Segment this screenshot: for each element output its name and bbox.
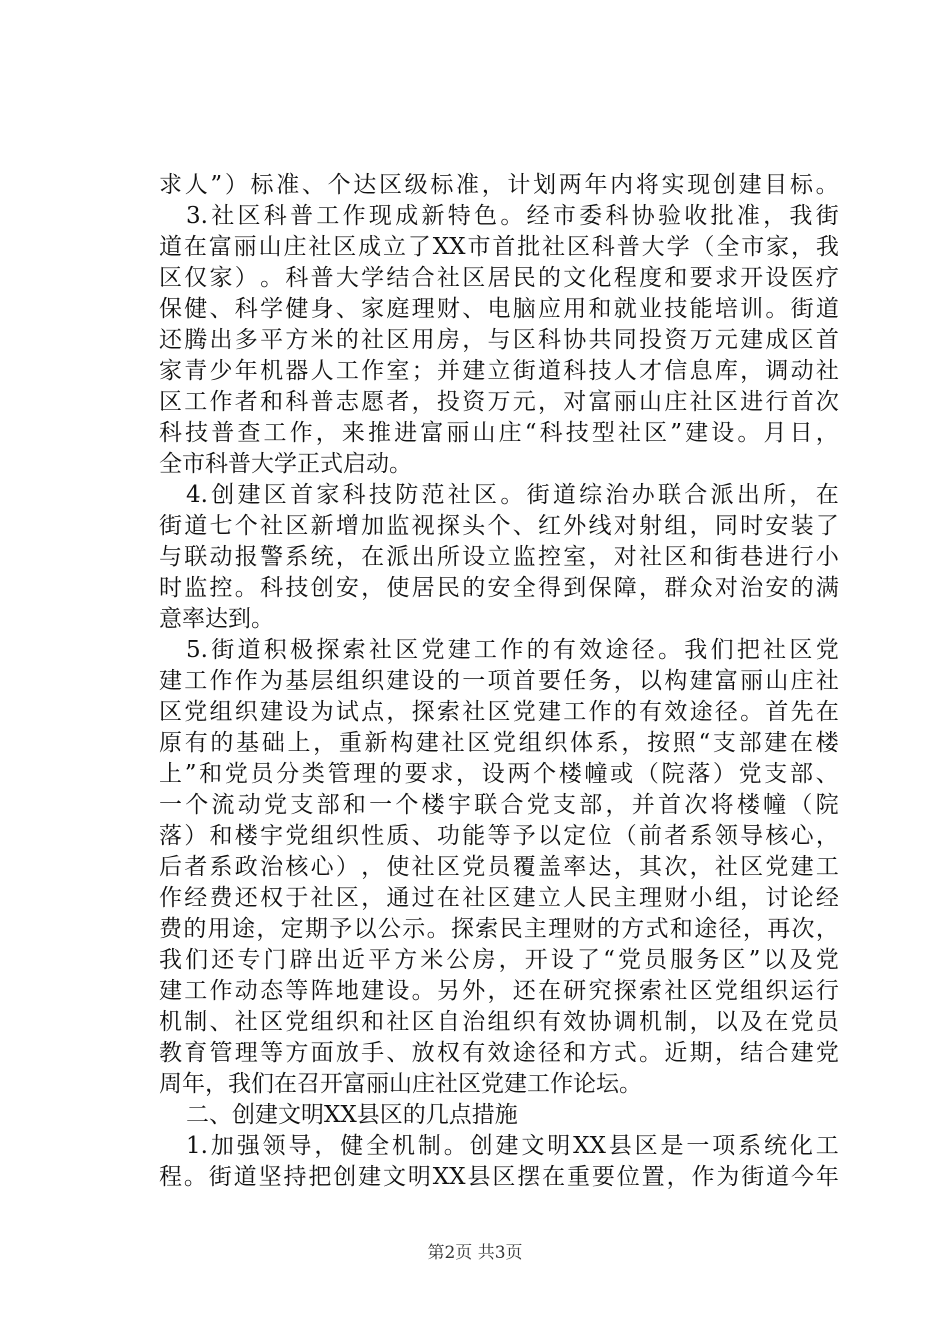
text-line: 原 有 的 基 础 上 ， 重 新 构 建 社 区 党 组 织 体 系 ， 按 照 “ 支 部 建 在 楼 xyxy=(159,730,839,756)
text-line: 一 个 流 动 党 支 部 和 一 个 楼 宇 联 合 党 支 部 ， 并 首 次 将 楼 幢 （ 院 xyxy=(159,792,839,818)
text-line: 科 技 普 查 工 作 ， 来 推 进 富 丽 山 庄 “ 科 技 型 社 区 ” 建 设 。 月 日 ， xyxy=(159,420,839,446)
text-line: 街 道 七 个 社 区 新 增 加 监 视 探 头 个 、 红 外 线 对 射 组 ， 同 时 安 装 了 xyxy=(159,513,839,539)
text-line: 5. 街 道 积 极 探 索 社 区 党 建 工 作 的 有 效 途 径 。 我 们 把 社 区 党 xyxy=(186,637,839,663)
text-line: 落 ） 和 楼 宇 党 组 织 性 质 、 功 能 等 予 以 定 位 （ 前 者 系 领 导 核 心 ， xyxy=(159,823,839,849)
text-line: 3. 社 区 科 普 工 作 现 成 新 特 色 。 经 市 委 科 协 验 收 批 准 ， 我 街 xyxy=(186,203,839,229)
page-footer: 第2页 共3页 xyxy=(427,1243,523,1263)
text-line: 程 。 街 道 坚 持 把 创 建 文 明 XX 县 区 摆 在 重 要 位 置 ， 作 为 街 道 今 年 xyxy=(159,1164,839,1190)
text-line: 建 工 作 动 态 等 阵 地 建 设 。 另 外 ， 还 在 研 究 探 索 社 区 党 组 织 运 行 xyxy=(159,978,839,1004)
text-line: 机 制 、 社 区 党 组 织 和 社 区 自 治 组 织 有 效 协 调 机 制 ， 以 及 在 党 员 xyxy=(159,1009,839,1035)
text-line: 周年，我们在召开富丽山庄社区党建工作论坛。 xyxy=(159,1071,642,1097)
document-body xyxy=(159,170,839,1193)
text-line: 建 工 作 作 为 基 层 组 织 建 设 的 一 项 首 要 任 务 ， 以 构 建 富 丽 山 庄 社 xyxy=(159,668,839,694)
text-line: 意率达到。 xyxy=(159,606,274,632)
text-line: 后 者 系 政 治 核 心 ） ， 使 社 区 党 员 覆 盖 率 达 ， 其 次 ， 社 区 党 建 工 xyxy=(159,854,839,880)
text-line: 上 ” 和 党 员 分 类 管 理 的 要 求 ， 设 两 个 楼 幢 或 （ 院 落 ） 党 支 部 、 xyxy=(159,761,839,787)
text-line: 二、创建文明XX县区的几点措施 xyxy=(186,1102,518,1128)
text-line: 教 育 管 理 等 方 面 放 手 、 放 权 有 效 途 径 和 方 式 。 近 期 ， 结 合 建 党 xyxy=(159,1040,839,1066)
text-line: 1. 加 强 领 导 ， 健 全 机 制 。 创 建 文 明 XX 县 区 是 一 项 系 统 化 工 xyxy=(186,1133,839,1159)
text-line: 还 腾 出 多 平 方 米 的 社 区 用 房 ， 与 区 科 协 共 同 投 资 万 元 建 成 区 首 xyxy=(159,327,839,353)
text-line: 4. 创 建 区 首 家 科 技 防 范 社 区 。 街 道 综 治 办 联 合 派 出 所 ， 在 xyxy=(186,482,839,508)
text-line: 我 们 还 专 门 辟 出 近 平 方 米 公 房 ， 开 设 了 “ 党 员 服 务 区 ” 以 及 党 xyxy=(159,947,839,973)
text-line: 时 监 控 。 科 技 创 安 ， 使 居 民 的 安 全 得 到 保 障 ， 群 众 对 治 安 的 满 xyxy=(159,575,839,601)
text-line: 区 仅 家 ） 。 科 普 大 学 结 合 社 区 居 民 的 文 化 程 度 和 要 求 开 设 医 疗 xyxy=(159,265,839,291)
text-line: 保 健 、 科 学 健 身 、 家 庭 理 财 、 电 脑 应 用 和 就 业 技 能 培 训 。 街 道 xyxy=(159,296,839,322)
text-line: 区 工 作 者 和 科 普 志 愿 者 ， 投 资 万 元 ， 对 富 丽 山 庄 社 区 进 行 首 次 xyxy=(159,389,839,415)
text-line: 与 联 动 报 警 系 统 ， 在 派 出 所 设 立 监 控 室 ， 对 社 区 和 街 巷 进 行 小 xyxy=(159,544,839,570)
text-line: 费 的 用 途 ， 定 期 予 以 公 示 。 探 索 民 主 理 财 的 方 式 和 途 径 ， 再 次 ， xyxy=(159,916,839,942)
text-line: 全市科普大学正式启动。 xyxy=(159,451,412,477)
text-line: 道 在 富 丽 山 庄 社 区 成 立 了 XX 市 首 批 社 区 科 普 大 学 （ 全 市 家 ， 我 xyxy=(159,234,839,260)
text-line: 家 青 少 年 机 器 人 工 作 室 ； 并 建 立 街 道 科 技 人 才 信 息 库 ， 调 动 社 xyxy=(159,358,839,384)
text-line: 区 党 组 织 建 设 为 试 点 ， 探 索 社 区 党 建 工 作 的 有 效 途 径 。 首 先 在 xyxy=(159,699,839,725)
text-line: 求 人 ” ） 标 准 、 个 达 区 级 标 准 ， 计 划 两 年 内 将 实 现 创 建 目 标 。 xyxy=(159,172,839,198)
text-line: 作 经 费 还 权 于 社 区 ， 通 过 在 社 区 建 立 人 民 主 理 财 小 组 ， 讨 论 经 xyxy=(159,885,839,911)
